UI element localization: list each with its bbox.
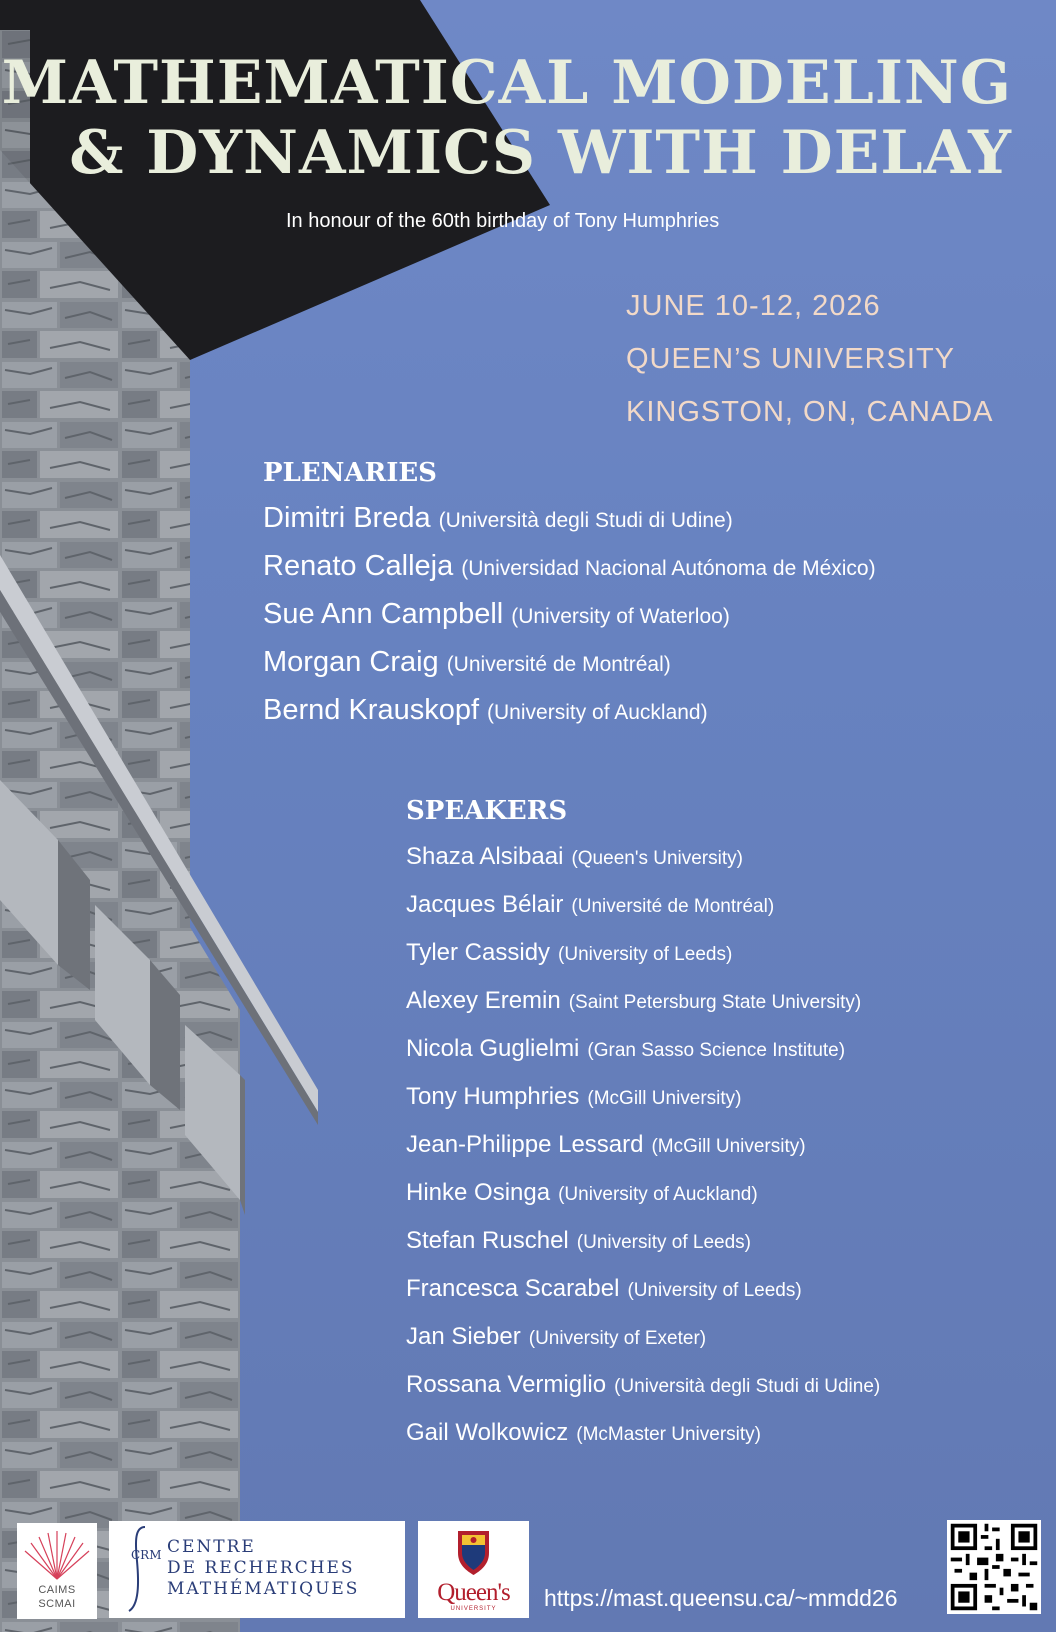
poster-title: [2, 48, 1012, 188]
qr-code-icon[interactable]: [947, 1520, 1041, 1614]
speaker-name: Hinke Osinga: [406, 1179, 551, 1206]
plenary-name: Dimitri Breda: [263, 502, 431, 534]
plenary-affiliation: (University of Waterloo): [511, 605, 730, 628]
title-line-1: MATHEMATICAL MODELING: [1, 48, 1012, 118]
speaker-affiliation: (Queen's University): [571, 848, 743, 869]
speaker-name: Jan Sieber: [406, 1323, 521, 1350]
subtitle: In honour of the 60th birthday of Tony Humphries: [286, 210, 720, 232]
speaker-affiliation: (University of Exeter): [528, 1328, 707, 1349]
speaker-name: Jacques Bélair: [406, 891, 564, 918]
speaker-item: [406, 1227, 880, 1275]
queens-crest-icon: [418, 1521, 529, 1577]
speaker-name: Shaza Alsibaai: [406, 843, 564, 870]
crm-line-3: MATHÉMATIQUES: [167, 1579, 360, 1599]
speaker-item: [406, 939, 880, 987]
speaker-name: Tyler Cassidy: [406, 939, 551, 966]
qr-code-graphic: [947, 1520, 1041, 1614]
speaker-item: [406, 987, 880, 1035]
speakers-list: [406, 843, 880, 1467]
plenary-name: Renato Calleja: [263, 550, 454, 582]
queens-subtext: UNIVERSITY: [450, 1606, 497, 1612]
speakers-heading: SPEAKERS: [406, 796, 568, 826]
crm-line-1: CENTRE: [167, 1537, 256, 1557]
conference-url[interactable]: https://mast.queensu.ca/~mmdd26: [544, 1585, 898, 1611]
event-venue: QUEEN’S UNIVERSITY: [626, 343, 955, 375]
plenary-item: [263, 598, 876, 646]
plenary-name: Bernd Krauskopf: [263, 694, 480, 726]
speaker-affiliation: (University of Leeds): [627, 1280, 802, 1301]
plenary-affiliation: (Università degli Studi di Udine): [438, 509, 733, 532]
plenary-affiliation: (Université de Montréal): [446, 653, 671, 676]
crm-monogram-c: CRM: [131, 1548, 162, 1562]
caims-line-1: CAIMS: [38, 1584, 76, 1596]
speaker-name: Alexey Eremin: [406, 987, 561, 1014]
plenaries-heading: PLENARIES: [263, 458, 437, 488]
speaker-affiliation: (University of Leeds): [558, 944, 733, 965]
speaker-item: [406, 843, 880, 891]
speaker-affiliation: (McGill University): [651, 1136, 806, 1157]
speaker-affiliation: (University of Leeds): [576, 1232, 751, 1253]
plenary-item: [263, 502, 876, 550]
event-dates: JUNE 10-12, 2026: [626, 290, 881, 322]
speaker-item: [406, 1371, 880, 1419]
caims-fan-icon: [17, 1523, 97, 1583]
speaker-item: [406, 1131, 880, 1179]
caims-logo[interactable]: [17, 1523, 97, 1619]
title-line-2: & DYNAMICS WITH DELAY: [69, 118, 1012, 188]
speaker-item: [406, 1323, 880, 1371]
speaker-item: [406, 1083, 880, 1131]
speaker-affiliation: (Saint Petersburg State University): [568, 992, 862, 1013]
plenary-item: [263, 694, 876, 742]
speaker-affiliation: (McGill University): [587, 1088, 742, 1109]
speaker-name: Rossana Vermiglio: [406, 1371, 607, 1398]
crm-logo[interactable]: [109, 1521, 405, 1618]
crm-monogram-icon: [117, 1521, 162, 1618]
speaker-name: Gail Wolkowicz: [406, 1419, 569, 1446]
event-city: KINGSTON, ON, CANADA: [626, 396, 994, 428]
speaker-item: [406, 891, 880, 939]
speaker-affiliation: (Gran Sasso Science Institute): [587, 1040, 846, 1061]
plenary-affiliation: (University of Auckland): [487, 701, 708, 724]
crm-line-2: DE RECHERCHES: [167, 1558, 355, 1578]
speaker-affiliation: (McMaster University): [576, 1424, 761, 1445]
speaker-name: Nicola Guglielmi: [406, 1035, 580, 1062]
plenary-item: [263, 646, 876, 694]
speaker-name: Tony Humphries: [406, 1083, 580, 1110]
speaker-affiliation: (Université de Montréal): [571, 896, 775, 917]
plenary-name: Morgan Craig: [263, 646, 439, 678]
plenary-item: [263, 550, 876, 598]
caims-line-2: SCMAI: [38, 1598, 76, 1610]
crm-wordmark: [167, 1537, 359, 1600]
speaker-name: Francesca Scarabel: [406, 1275, 620, 1302]
speaker-name: Stefan Ruschel: [406, 1227, 569, 1254]
plenary-affiliation: (Universidad Nacional Autónoma de México): [461, 557, 876, 580]
queens-logo[interactable]: [418, 1521, 529, 1618]
speaker-name: Jean-Philippe Lessard: [406, 1131, 644, 1158]
plenary-name: Sue Ann Campbell: [263, 598, 504, 630]
plenaries-list: [263, 502, 876, 742]
speaker-affiliation: (Università degli Studi di Udine): [614, 1376, 881, 1397]
speaker-item: [406, 1035, 880, 1083]
speaker-item: [406, 1275, 880, 1323]
speaker-item: [406, 1419, 880, 1467]
caims-wordmark: [17, 1583, 97, 1611]
speaker-item: [406, 1179, 880, 1227]
event-info: [626, 280, 994, 439]
speaker-affiliation: (University of Auckland): [558, 1184, 758, 1205]
queens-wordmark: Queen's: [437, 1579, 510, 1606]
